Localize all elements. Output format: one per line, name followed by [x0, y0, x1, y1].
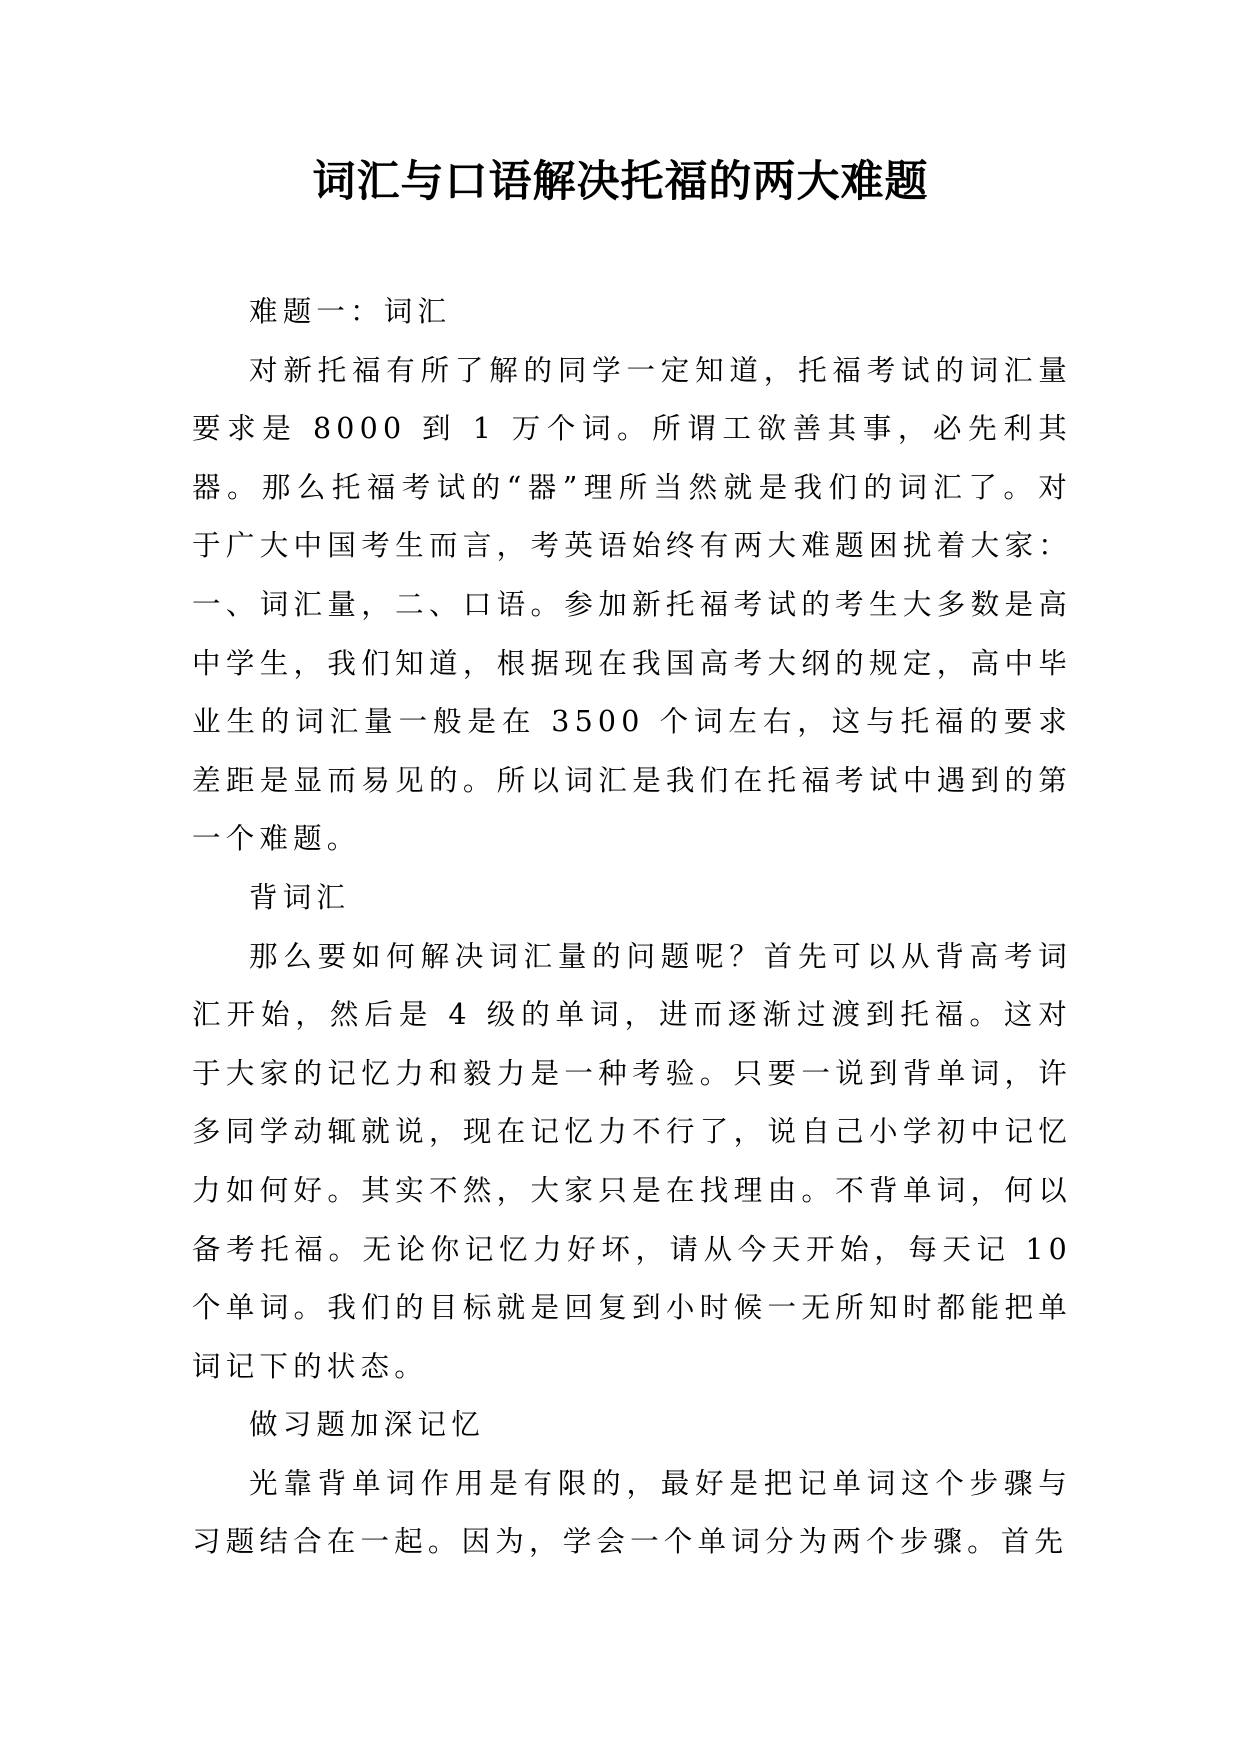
paragraph-exercises: 光靠背单词作用是有限的，最好是把记单词这个步骤与习题结合在一起。因为，学会一个单词分为两个步骤。首先 — [192, 1466, 1072, 1559]
document-title: 词汇与口语解决托福的两大难题 — [312, 157, 929, 207]
document-body — [192, 283, 1072, 1572]
paragraph-memorize-words: 那么要如何解决词汇量的问题呢？首先可以从背高考词汇开始，然后是 4 级的单词，进而逐渐过渡到托福。这对于大家的记忆力和毅力是一种考验。只要一说到背单词，许多同学动辄就说，现在记忆力不行了，说自己小学初中记忆力如何好。其实不然，大家只是在找理由。不背单词，何以备考托福。无论你记忆力好坏，请从今天开始，每天记 10 个单词。我们的目标就是回复到小时候一无所知时都能把单词记下的状态。 — [192, 939, 1072, 1383]
section-heading-exercises: 做习题加深记忆 — [249, 1408, 485, 1442]
section-heading-vocabulary: 难题一：词汇 — [249, 295, 452, 328]
section-heading-memorize-words: 背词汇 — [249, 880, 351, 914]
paragraph-vocabulary-intro: 对新托福有所了解的同学一定知道，托福考试的词汇量要求是 8000 到 1 万个词。所谓工欲善其事，必先利其器。那么托福考试的“器”理所当然就是我们的词汇了。对于广大中国考生而言，考英语始终有两大难题困扰着大家：一、词汇量，二、口语。参加新托福考试的考生大多数是高中学生，我们知道，根据现在我国高考大纲的规定，高中毕业生的词汇量一般是在 3500 个词左右，这与托福的要求差距是显而易见的。所以词汇是我们在托福考试中遇到的第一个难题。 — [192, 353, 1072, 856]
